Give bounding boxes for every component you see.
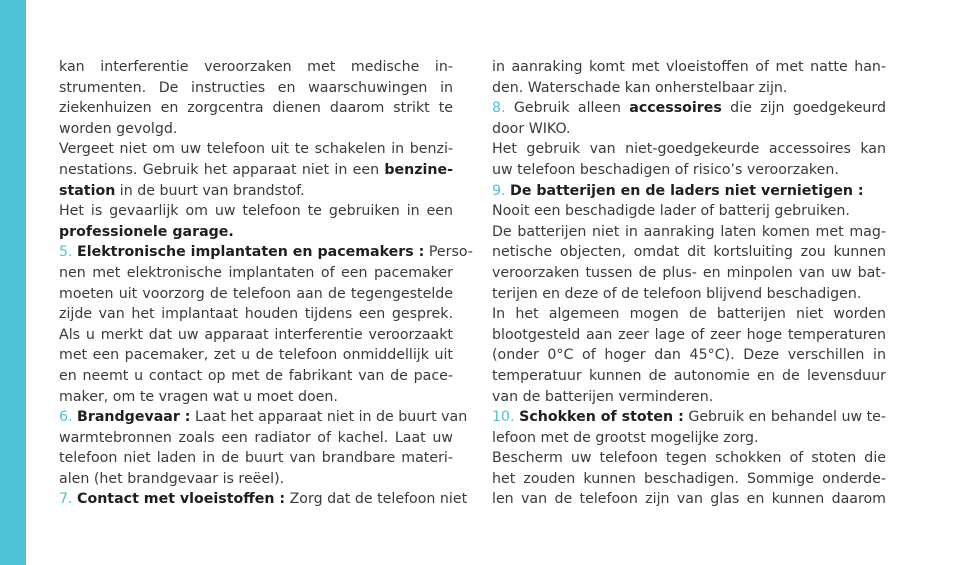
body-text: zijde van het implantaat houden tijdens een gesprek. [59, 306, 453, 323]
right-column-line [492, 98, 886, 119]
body-text: ziekenhuizen en zorgcentra dienen daarom strikt te [59, 100, 453, 117]
body-text: in aanraking komt met vloeistoffen of met natte han- [492, 59, 886, 75]
left-column-line [59, 407, 468, 428]
body-text: temperatuur kunnen de autonomie en de levensduur [492, 367, 886, 384]
left-column-line [59, 181, 453, 202]
body-text: telefoon niet laden in de buurt van brandbare materi- [59, 450, 453, 467]
left-column-line [59, 428, 453, 449]
body-text: len van de telefoon zijn van glas en kunnen daarom [492, 491, 886, 508]
body-text: van de batterijen verminderen. [492, 388, 714, 405]
right-column-line [492, 469, 886, 490]
bold-term: professionele garage. [59, 223, 234, 240]
left-column-line [59, 448, 453, 469]
right-column-line [492, 160, 886, 181]
left-column-line [59, 489, 468, 510]
left-column-line [59, 160, 453, 181]
body-text: Gebruik en behandel uw te- [683, 409, 887, 426]
right-column-line [492, 242, 886, 263]
left-column-line [59, 201, 453, 222]
section-number: 5. [59, 244, 78, 261]
left-column-line [59, 242, 473, 263]
body-text: lefoon met de grootst mogelijke zorg. [492, 429, 759, 446]
right-column-line [492, 366, 886, 387]
section-number: 10. [492, 409, 520, 426]
section-number: 6. [59, 409, 78, 426]
section-number: 7. [59, 491, 78, 508]
body-text: Perso- [424, 244, 473, 261]
body-text: den. Waterschade kan onherstelbaar zijn. [492, 79, 788, 96]
bold-term: Elektronische implantaten en pacemakers : [77, 244, 425, 261]
body-text: die zijn goedgekeurd [721, 100, 887, 117]
body-text: moeten uit voorzorg de telefoon aan de tegengestelde [59, 285, 453, 302]
body-text: het zouden kunnen beschadigen. Sommige onderde- [492, 470, 886, 487]
left-column-line [59, 222, 453, 243]
body-text: Het gebruik van niet-goedgekeurde accessoires kan [492, 141, 886, 158]
body-text: Bescherm uw telefoon tegen schokken of stoten die [492, 450, 886, 467]
bold-term: Schokken of stoten : [519, 409, 684, 426]
right-column-line [492, 387, 886, 408]
left-column-line [59, 304, 453, 325]
body-text: kan interferentie veroorzaken met medische in- [59, 59, 453, 75]
body-text: netische objecten, omdat dit kortsluiting zou kunnen [492, 244, 886, 261]
right-column-line [492, 139, 886, 160]
right-column-line [492, 325, 886, 346]
left-column-line [59, 78, 453, 99]
body-text: maker, om te vragen wat u moet doen. [59, 388, 338, 405]
body-text: De batterijen niet in aanraking laten komen met mag- [492, 223, 886, 240]
body-text: door WIKO. [492, 120, 571, 137]
left-column-line [59, 98, 453, 119]
bold-term: Contact met vloeistoffen : [77, 491, 286, 508]
body-text: (onder 0°C of hoger dan 45°C). Deze verschillen in [492, 347, 886, 364]
section-number: 9. [492, 182, 511, 199]
right-column-line [492, 263, 886, 284]
right-column-line [492, 304, 886, 325]
left-column-line [59, 263, 453, 284]
section-number: 8. [492, 100, 514, 117]
body-text: warmtebronnen zoals een radiator of kachel. Laat uw [59, 429, 453, 446]
left-column-line [59, 284, 453, 305]
right-column-line [492, 428, 886, 449]
body-text: in de buurt van brandstof. [115, 182, 305, 199]
left-column-line [59, 139, 453, 160]
body-text: veroorzaken tussen de plus- en minpolen van uw bat- [492, 264, 886, 281]
left-text-column [59, 57, 473, 510]
body-text: nestations. Gebruik het apparaat niet in een [59, 161, 385, 178]
body-text: Laat het apparaat niet in de buurt van [190, 409, 468, 426]
right-column-line [492, 489, 886, 510]
left-column-line [59, 387, 453, 408]
body-text: In het algemeen mogen de batterijen niet worden [492, 306, 886, 323]
body-text: blootgesteld aan zeer lage of zeer hoge temperaturen [492, 326, 886, 343]
right-column-line [492, 201, 886, 222]
right-column-line [492, 345, 886, 366]
body-text: uw telefoon beschadigen of risico’s veroorzaken. [492, 161, 839, 178]
body-text: Nooit een beschadigde lader of batterij gebruiken. [492, 203, 850, 220]
bold-term: station [59, 182, 116, 199]
body-text: en neemt u contact op met de fabrikant van de pace- [59, 367, 453, 384]
left-column-line [59, 366, 453, 387]
left-column-line [59, 325, 453, 346]
right-column-line [492, 448, 886, 469]
bold-term: accessoires [629, 100, 722, 117]
left-column-line [59, 469, 453, 490]
right-column-line [492, 222, 886, 243]
body-text: nen met elektronische implantaten of een pacemaker [59, 264, 453, 281]
body-text: Als u merkt dat uw apparaat interferentie veroorzaakt [59, 326, 453, 343]
left-column-line [59, 119, 453, 140]
body-text: Het is gevaarlijk om uw telefoon te gebruiken in een [59, 203, 453, 220]
body-text: strumenten. De instructies en waarschuwingen in [59, 79, 453, 96]
left-column-line [59, 57, 453, 78]
bold-term: De batterijen en de laders niet vernietigen : [510, 182, 864, 199]
right-column-line [492, 57, 886, 78]
body-text: Gebruik alleen [513, 100, 630, 117]
bold-term: benzine- [384, 161, 453, 178]
body-text: met een pacemaker, zet u de telefoon onmiddellijk uit [59, 347, 453, 364]
right-column-line [492, 181, 886, 202]
right-column-line [492, 284, 886, 305]
accent-edge-bar [0, 0, 26, 565]
left-column-line [59, 345, 453, 366]
body-text: Zorg dat de telefoon niet [285, 491, 468, 508]
body-text: worden gevolgd. [59, 120, 178, 137]
right-column-line [492, 119, 886, 140]
bold-term: Brandgevaar : [77, 409, 191, 426]
right-text-column [492, 57, 886, 510]
body-text: terijen en deze of de telefoon blijvend beschadigen. [492, 285, 862, 302]
right-column-line [492, 78, 886, 99]
body-text: alen (het brandgevaar is reëel). [59, 470, 285, 487]
right-column-line [492, 407, 886, 428]
body-text: Vergeet niet om uw telefoon uit te schakelen in benzi- [59, 141, 453, 158]
